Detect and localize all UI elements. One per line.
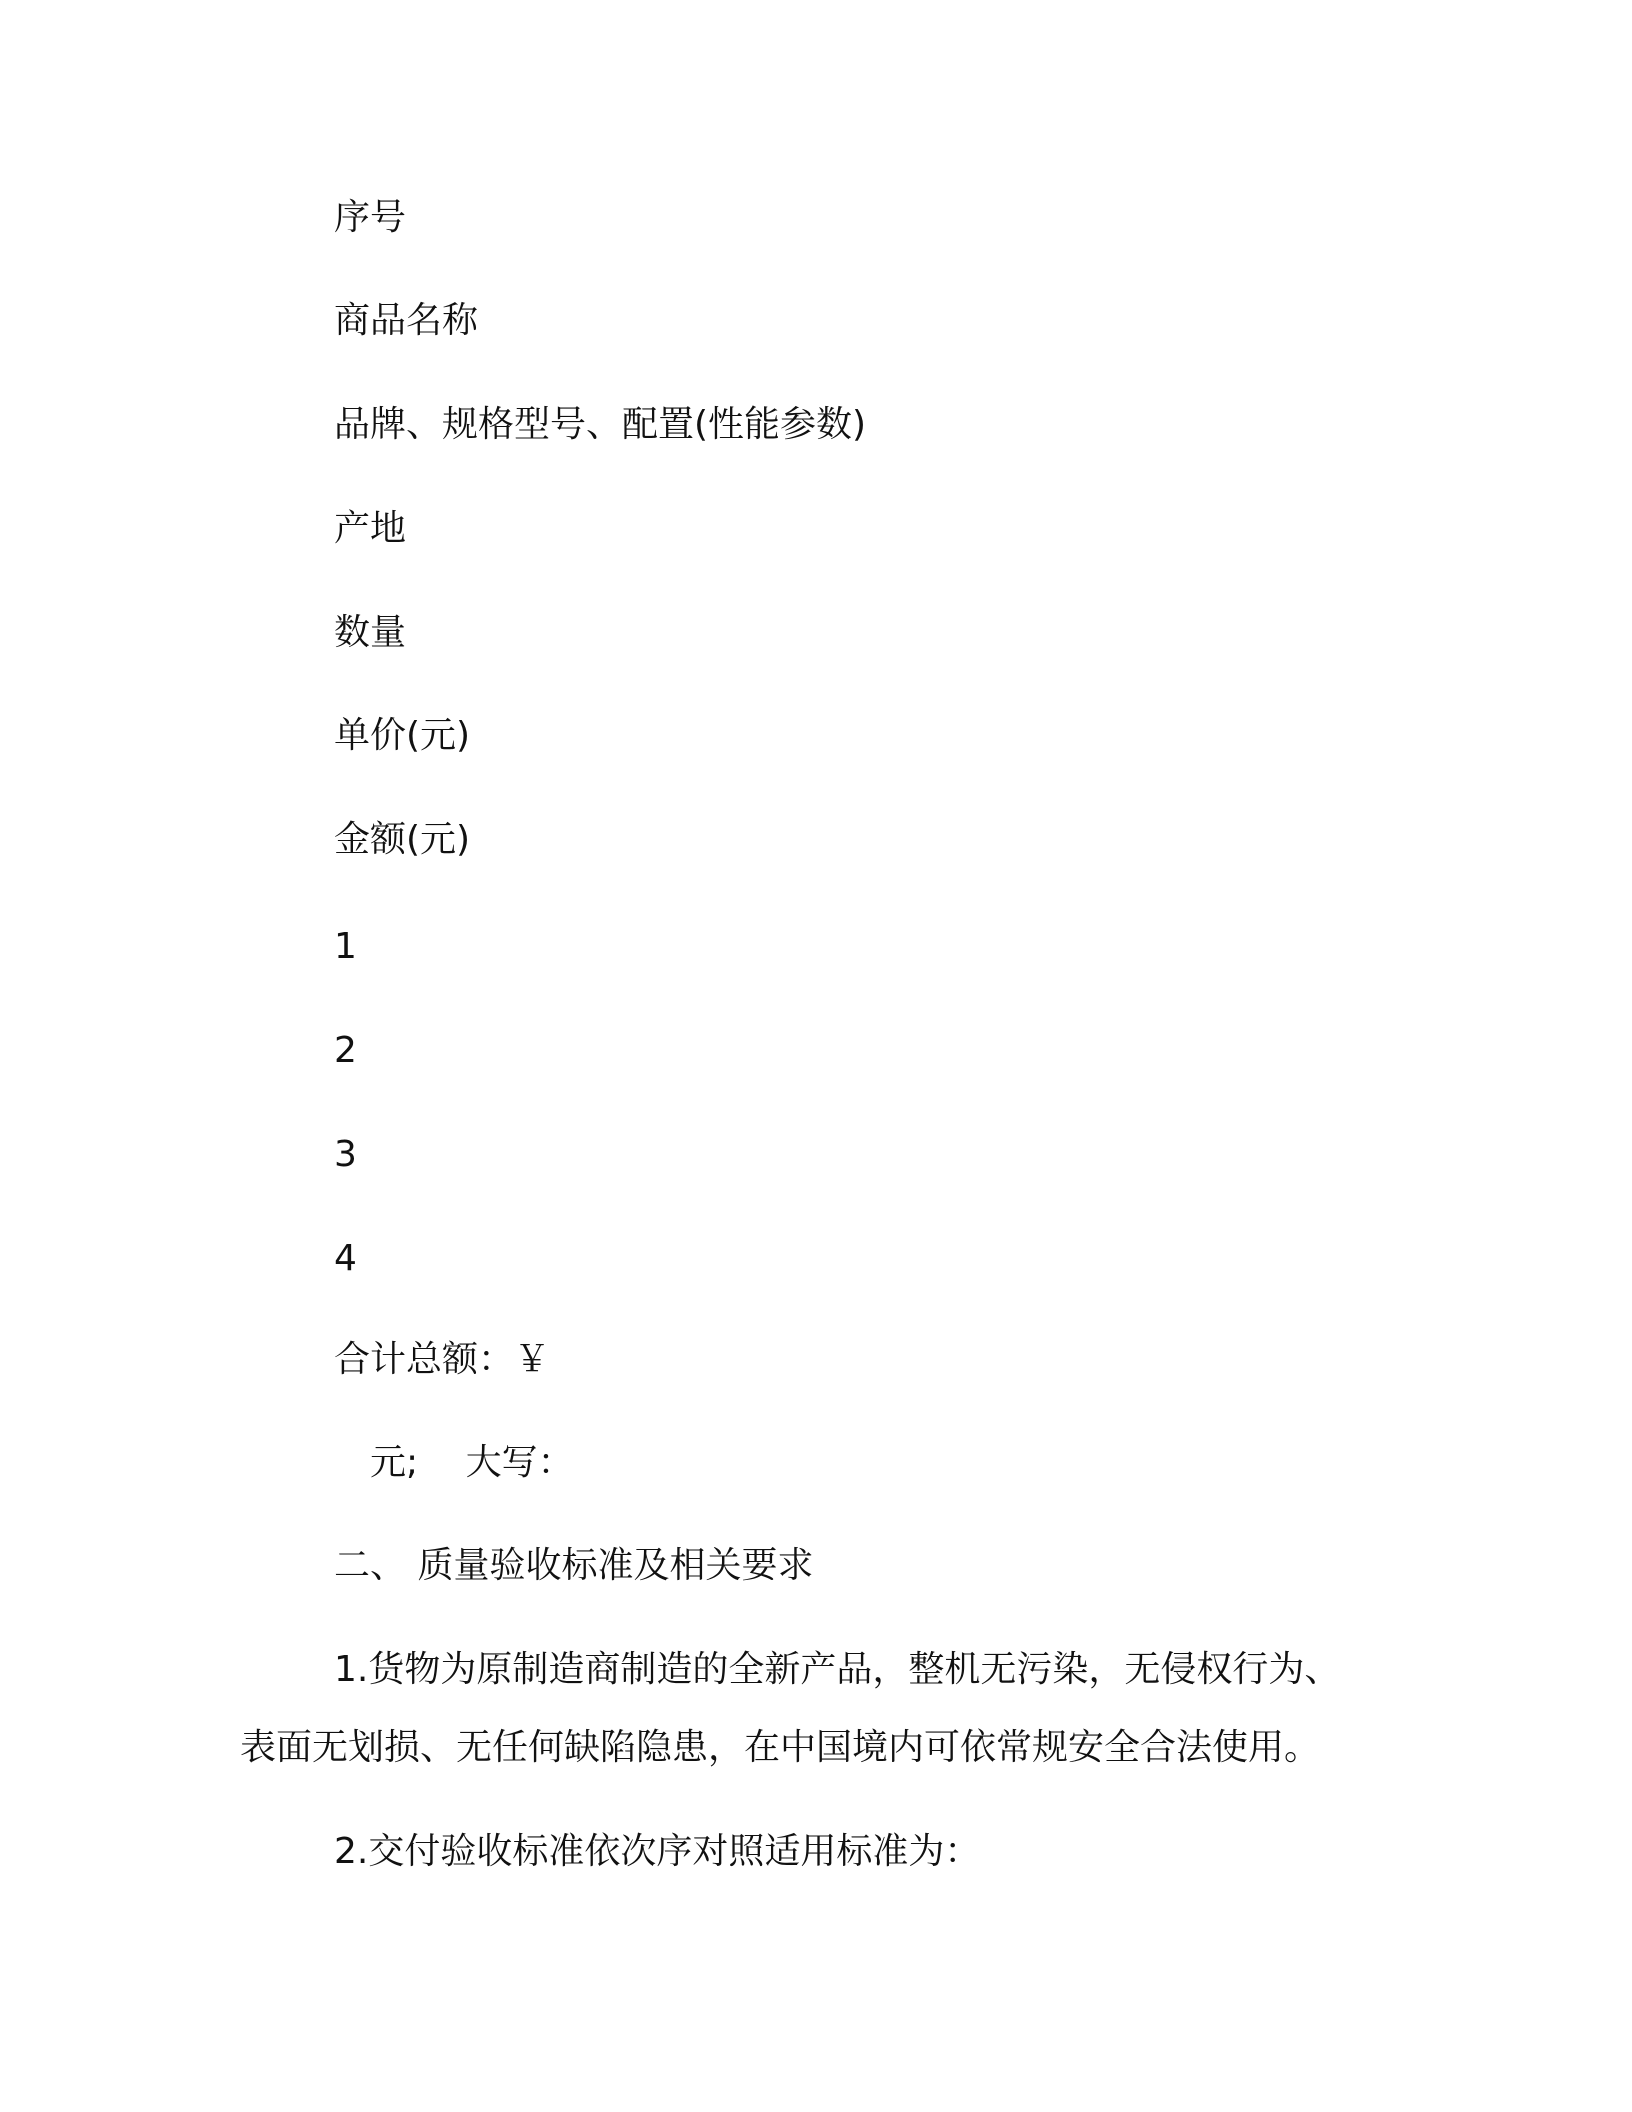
header-product-name: 商品名称 [334,300,479,341]
header-origin: 产地 [334,508,407,549]
paragraph-1-line-2: 表面无划损、无任何缺陷隐患，在中国境内可依常规安全合法使用。 [240,1727,1321,1768]
header-seq: 序号 [334,197,407,238]
paragraph-1-line-1: 1.货物为原制造商制造的全新产品，整机无污染，无侵权行为、 [334,1649,1341,1690]
header-unit-price: 单价(元) [334,715,471,756]
paragraph-2: 2.交付验收标准依次序对照适用标准为： [334,1831,981,1872]
total-amount-label: 合计总额：￥ [334,1339,551,1380]
section-heading: 二、 质量验收标准及相关要求 [334,1545,814,1586]
header-brand-spec: 品牌、规格型号、配置(性能参数) [334,404,867,445]
header-quantity: 数量 [334,612,407,653]
row-number-2: 2 [334,1030,357,1071]
header-amount: 金额(元) [334,819,471,860]
row-number-4: 4 [334,1238,357,1279]
total-uppercase-label: 元; 大写： [370,1442,574,1483]
row-number-1: 1 [334,926,357,967]
row-number-3: 3 [334,1134,357,1175]
